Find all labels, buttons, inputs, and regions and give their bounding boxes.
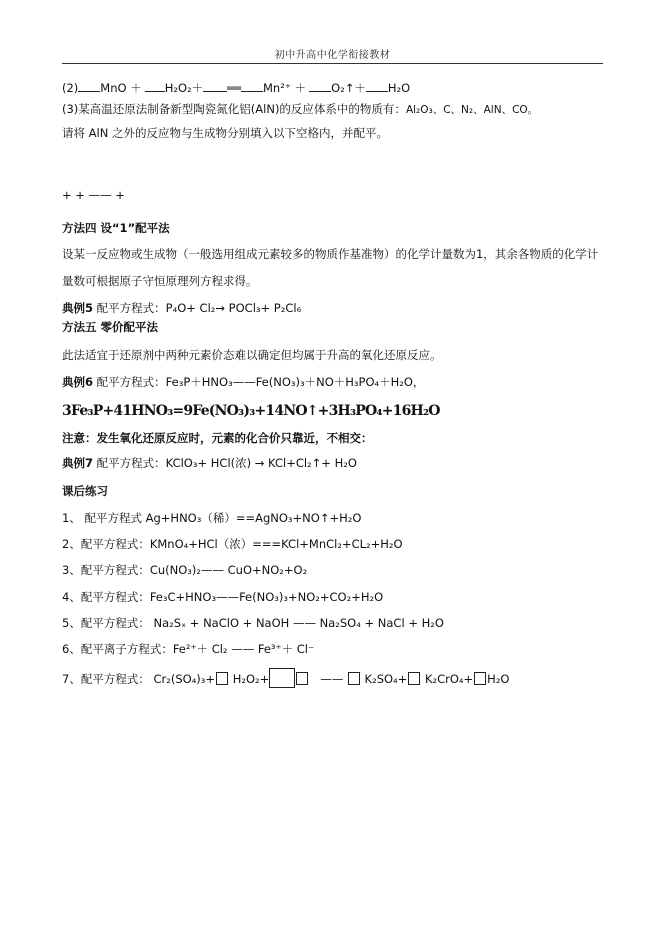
homework-7 [62,668,509,688]
example-6-line [62,374,424,390]
note-line: 注意：发生氧化还原反应时，元素的化合价只靠近，不相交： [62,431,373,445]
coefficient-box[interactable] [474,672,486,685]
homework-title: 课后练习 [62,484,108,498]
hw7-term-b: H₂O₂+ [232,672,270,686]
example-5-text: 配平方程式：P₄O+ Cl₂→ POCl₃+ P₂Cl₆ [93,301,302,315]
example-7-text: 配平方程式：KClO₃+ HCl(浓) → KCl+Cl₂↑+ H₂O [93,456,357,470]
coefficient-box[interactable] [216,672,228,685]
eq2-term-1: MnO [100,81,127,95]
coefficient-blank[interactable] [203,80,227,92]
homework-7-prefix: 7、配平方程式： [62,672,150,686]
hw7-term-f: H₂O [487,672,510,686]
homework-4: 4、配平方程式：Fe₃C+HNO₃——Fe(NO₃)₃+NO₂+CO₂+H₂O [62,590,384,604]
coefficient-blank[interactable] [78,80,100,92]
homework-6: 6、配平离子方程式：Fe²⁺＋ Cl₂ —— Fe³⁺＋ Cl⁻ [62,642,315,656]
example-6-answer: 3Fe₃P+41HNO₃=9Fe(NO₃)₃+14NO↑+3H₃PO₄+16H₂O [62,403,440,419]
eq2-prefix: (2) [62,81,79,95]
coefficient-box[interactable] [348,672,360,685]
problem-3-species: Al₂O₃、C、N₂、AlN、CO。 [405,104,539,116]
example-5-label: 典例5 [62,301,94,315]
method-5-body: 此法适宜于还原剂中两种元素价态难以确定但均属于升高的氧化还原反应。 [62,348,442,362]
eq2-term-5: H₂O [387,81,411,95]
method-5-title: 方法五 零价配平法 [62,320,159,334]
homework-2: 2、配平方程式：KMnO₄+HCl（浓）===KCl+MnCl₂+CL₂+H₂O [62,537,403,551]
example-6-text: 配平方程式：Fe₃P＋HNO₃——Fe(NO₃)₃＋NO＋H₃PO₄＋H₂O， [93,375,425,389]
hw7-term-e: K₂CrO₄+ [424,672,474,686]
method-4-body-1: 设某一反应物或生成物（一般选用组成元素较多的物质作基准物）的化学计量数为1，其余各物质的化学计 [62,247,599,261]
eq2-term-3: Mn²⁺ [263,81,291,95]
problem-3-instruction: 请将 AlN 之外的反应物与生成物分别填入以下空格内，并配平。 [62,126,388,140]
fill-in-template: + + —— + [62,188,125,202]
example-7-label: 典例7 [62,456,94,470]
problem-3-text: (3)某高温还原法制备新型陶瓷氮化铝(AlN)的反应体系中的物质有： [62,102,406,116]
coefficient-blank[interactable] [309,80,331,92]
method-4-body-2: 量数可根据原子守恒原理列方程求得。 [62,274,258,288]
hw7-term-a: Cr₂(SO₄)₃+ [153,672,216,686]
homework-3: 3、配平方程式：Cu(NO₃)₂—— CuO+NO₂+O₂ [62,563,308,577]
hw7-term-d: K₂SO₄+ [364,672,408,686]
header-divider [62,63,603,64]
homework-1: 1、 配平方程式 Ag+HNO₃（稀）==AgNO₃+NO↑+H₂O [62,511,362,525]
page-header: 初中升高中化学衔接教材 [274,50,391,61]
coefficient-blank[interactable] [366,80,388,92]
problem-3-line [62,101,538,118]
example-6-label: 典例6 [62,375,94,389]
coefficient-box[interactable] [269,668,295,688]
example-7-line [62,455,357,471]
method-4-title: 方法四 设“1”配平法 [62,221,170,235]
homework-5: 5、配平方程式： Na₂Sₓ + NaClO + NaOH —— Na₂SO₄ + NaCl + H₂O [62,616,444,630]
hw7-arrow: —— [320,672,344,686]
coefficient-box[interactable] [408,672,420,685]
coefficient-box[interactable] [296,672,308,685]
coefficient-blank[interactable] [145,80,165,92]
coefficient-blank[interactable] [241,80,263,92]
eq2-term-2: H₂O₂ [164,81,192,95]
eq2-term-4: O₂↑ [331,81,355,95]
example-5-line [62,300,301,316]
equation-2-line: (2) MnO ＋ H₂O₂＋ ══ Mn²⁺ ＋ O₂↑＋ H₂O [62,81,411,95]
